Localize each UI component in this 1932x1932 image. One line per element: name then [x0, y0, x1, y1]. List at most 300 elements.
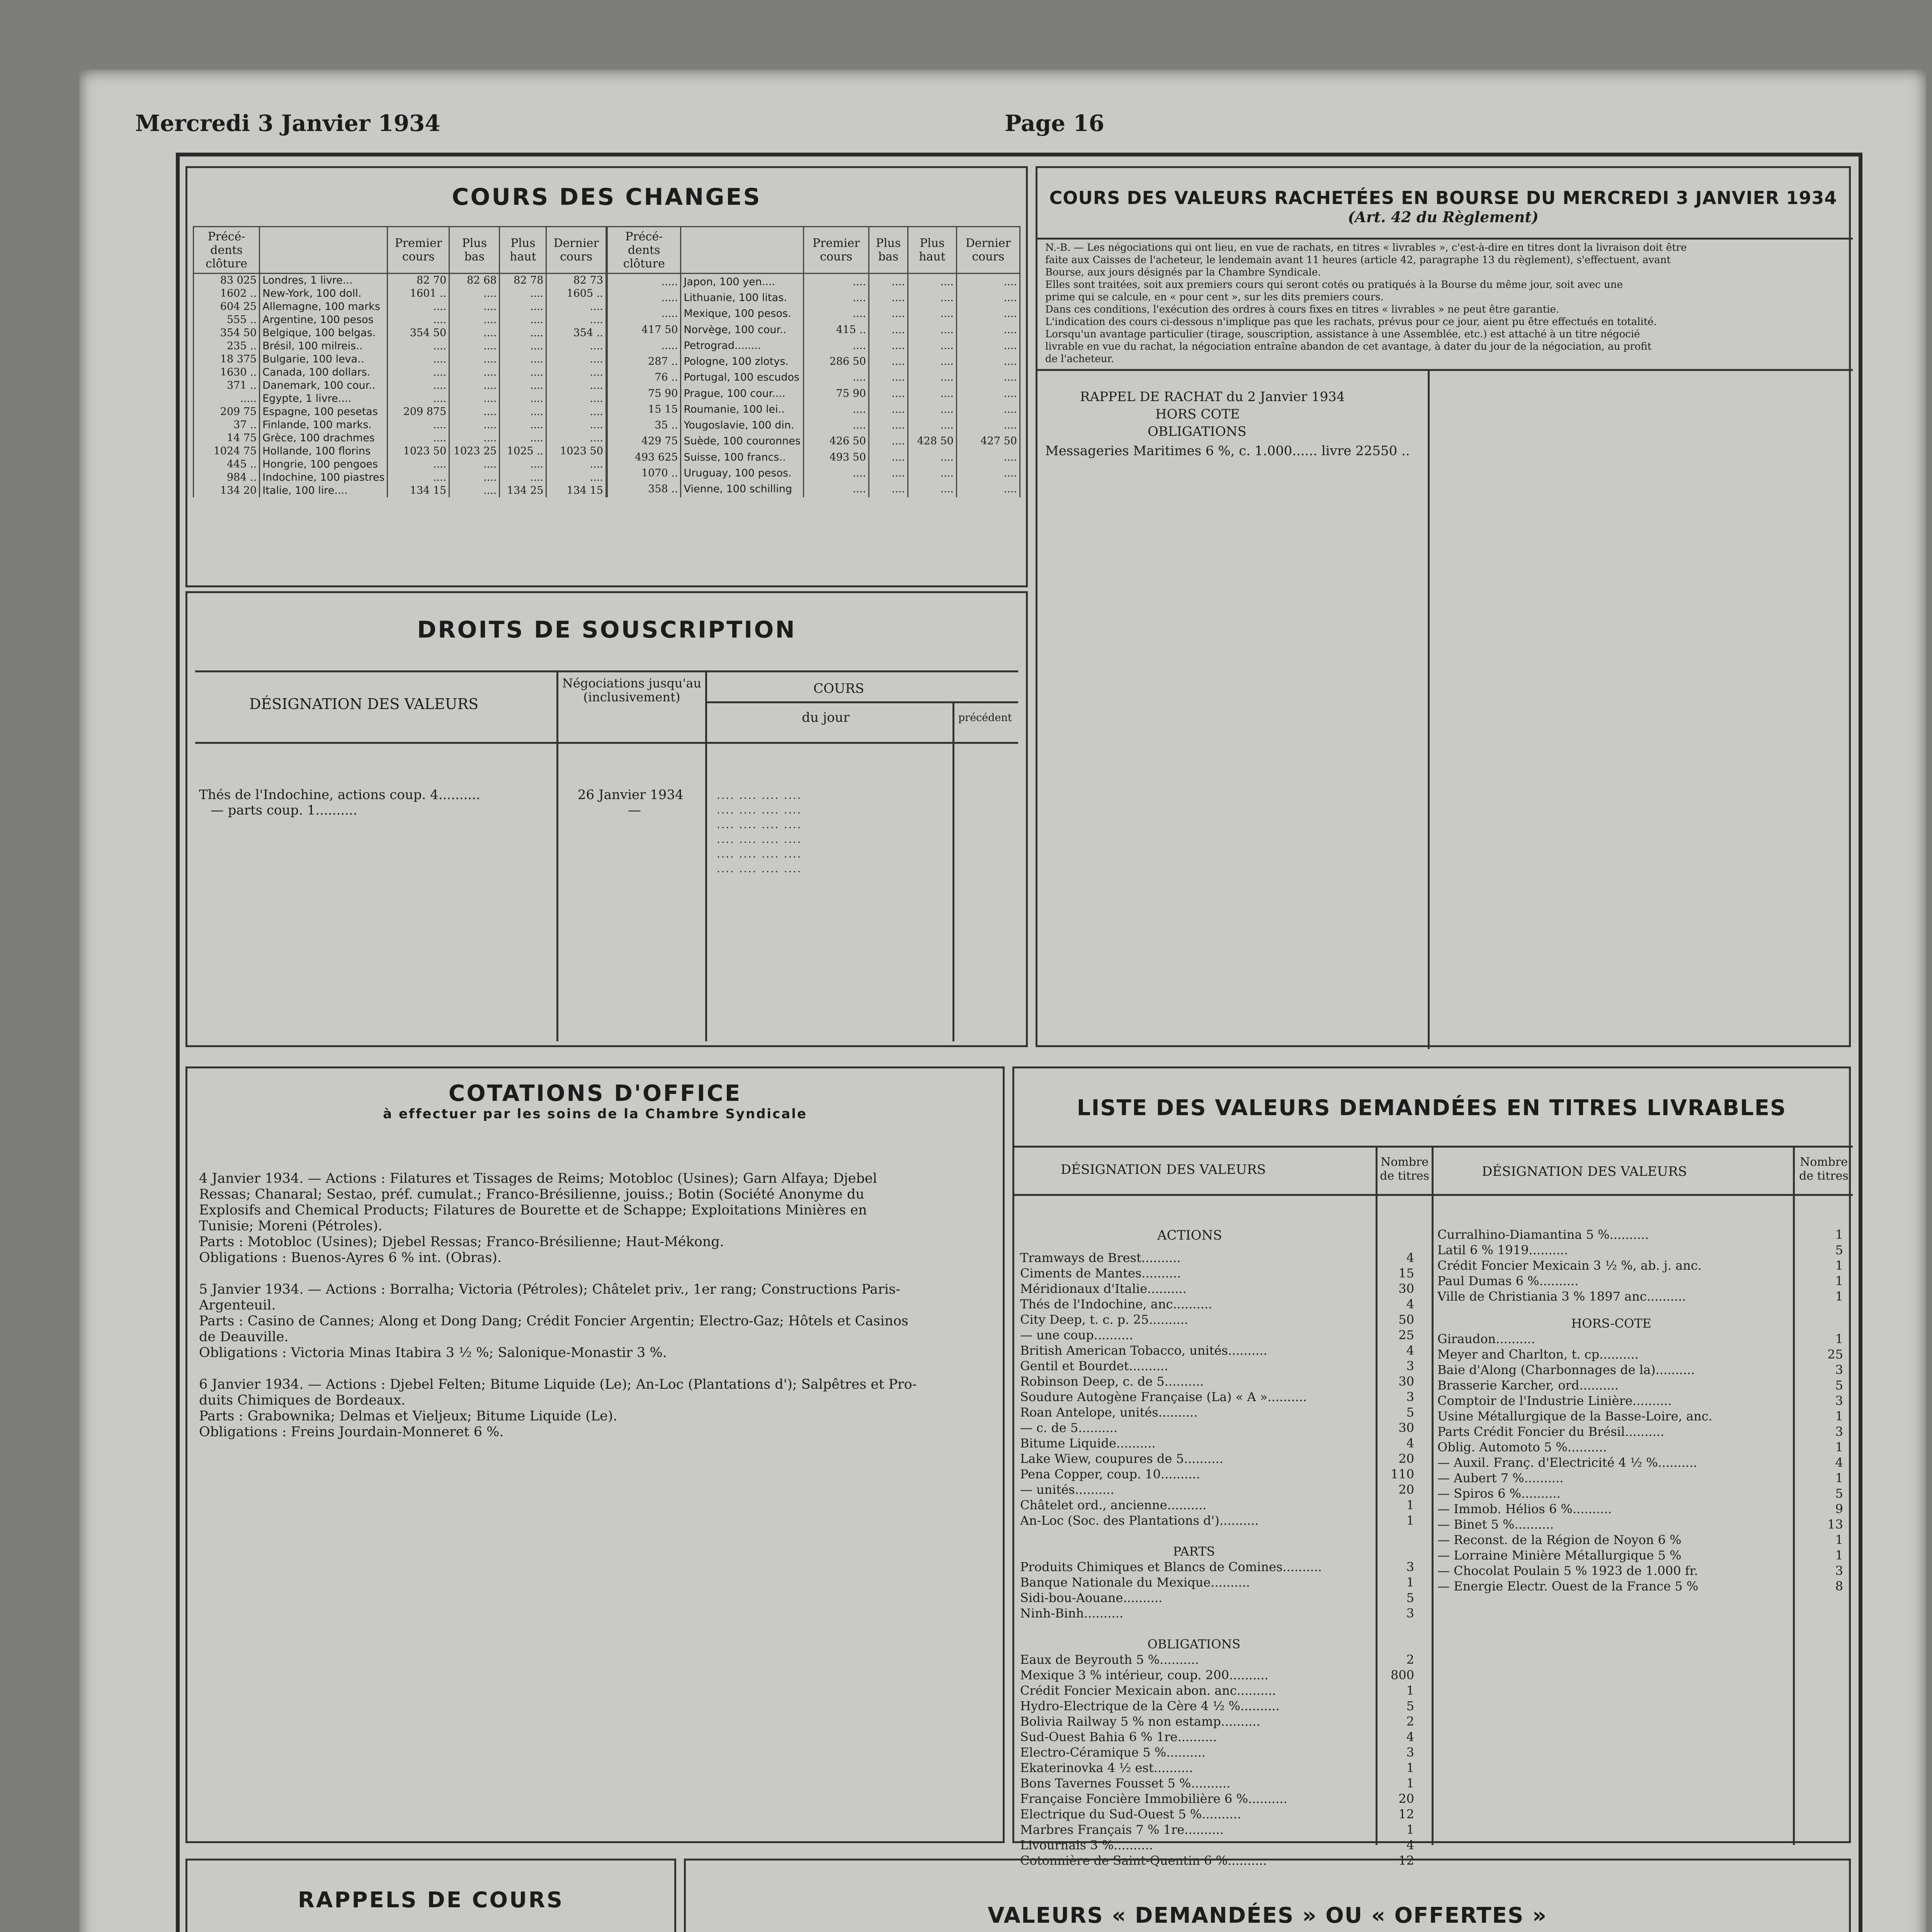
office-line: Obligations : Buenos-Ayres 6 % int. (Obras).: [199, 1250, 502, 1265]
changes-cell: Grèce, 100 drachmes: [260, 432, 388, 445]
changes-cell: ....: [956, 449, 1020, 465]
changes-right-header-2: Premier cours: [803, 227, 869, 274]
changes-cell: ....: [546, 313, 606, 327]
changes-cell: 134 15: [388, 484, 449, 497]
list-item-count: 1: [1835, 1440, 1843, 1454]
offertes-section: [684, 1859, 1851, 1932]
list-item-name: Ninh-Binh..........: [1020, 1606, 1123, 1621]
changes-cell: ....: [803, 370, 869, 386]
souscription-row-2: [211, 802, 357, 819]
list-item-count: 1: [1835, 1332, 1843, 1346]
table-row: [607, 306, 1020, 322]
changes-cell: 83 025: [194, 274, 260, 287]
list-item-count: 1: [1406, 1498, 1414, 1512]
changes-cell: 1602 ..: [194, 287, 260, 300]
changes-cell: ....: [449, 458, 500, 471]
changes-cell: ....: [500, 418, 546, 432]
changes-cell: 18 375: [194, 353, 260, 366]
office-line: duits Chimiques de Bordeaux.: [199, 1393, 406, 1408]
list-item-count: 3: [1406, 1606, 1414, 1621]
changes-cell: ....: [388, 300, 449, 313]
changes-cell: 445 ..: [194, 458, 260, 471]
changes-cell: 493 625: [607, 449, 681, 465]
list-item: [1020, 1389, 1428, 1405]
changes-cell: ....: [869, 434, 908, 449]
office-subtitle: à effectuer par les soins de la Chambre Syndicale: [383, 1106, 807, 1122]
changes-cell: 1025 ..: [500, 445, 546, 458]
office-line: Explosifs and Chemical Products; Filatures de Bourette et de Schappe; Exploitations Minières en: [199, 1202, 867, 1218]
list-item-count: 5: [1835, 1243, 1843, 1257]
table-row: [607, 370, 1020, 386]
list-item-count: 1: [1835, 1471, 1843, 1485]
list-item-name: Cotonnière de Saint-Quentin 6 %..........: [1020, 1853, 1267, 1868]
list-item-name: Latil 6 % 1919..........: [1437, 1243, 1568, 1257]
rachat-obligations: OBLIGATIONS: [1148, 424, 1247, 439]
changes-cell: Italie, 100 lire....: [260, 484, 388, 497]
list-item-name: Lake Wiew, coupures de 5..........: [1020, 1451, 1223, 1466]
table-row: [194, 471, 606, 484]
changes-cell: ....: [546, 418, 606, 432]
changes-cell: 358 ..: [607, 481, 681, 497]
list-item: [1020, 1497, 1428, 1513]
changes-cell: 1630 ..: [194, 366, 260, 379]
table-row: [194, 484, 606, 497]
changes-cell: ....: [449, 418, 500, 432]
souscription-col-designation: DÉSIGNATION DES VALEURS: [249, 696, 479, 713]
changes-cell: Hollande, 100 florins: [260, 445, 388, 458]
office-line: Tunisie; Moreni (Pétroles).: [199, 1218, 383, 1234]
changes-cell: ....: [500, 432, 546, 445]
changes-cell: ....: [449, 313, 500, 327]
list-item: [1020, 1312, 1428, 1327]
list-item-count: 4: [1406, 1343, 1414, 1358]
office-line: Argenteuil.: [199, 1298, 276, 1313]
list-item-name: Curralhino-Diamantina 5 %..........: [1437, 1227, 1649, 1242]
list-item: [1437, 1227, 1851, 1242]
list-item-name: — unités..........: [1020, 1482, 1114, 1497]
changes-cell: ....: [500, 287, 546, 300]
souscription-row-2-date: —: [628, 803, 641, 818]
list-item: [1437, 1578, 1851, 1594]
list-item-count: 1: [1406, 1822, 1414, 1837]
changes-cell: ....: [908, 386, 956, 401]
changes-cell: ....: [449, 484, 500, 497]
list-item-count: 8: [1835, 1579, 1843, 1594]
changes-right-header-0: Précé-dents clôture: [607, 227, 681, 274]
list-item: [1020, 1250, 1428, 1265]
list-item-count: 20: [1398, 1482, 1414, 1497]
changes-cell: 1601 ..: [388, 287, 449, 300]
changes-cell: 287 ..: [607, 354, 681, 370]
souscription-col-nego: Négociations jusqu'au (inclusivement): [562, 676, 701, 704]
changes-cell: Roumanie, 100 lei..: [681, 401, 803, 417]
changes-cell: ....: [956, 401, 1020, 417]
changes-cell: ....: [546, 458, 606, 471]
changes-cell: ....: [388, 392, 449, 405]
list-item-name: Ville de Christiania 3 % 1897 anc..........: [1437, 1289, 1686, 1304]
list-item-name: Ekaterinovka 4 ½ est..........: [1020, 1760, 1193, 1775]
changes-cell: ....: [546, 300, 606, 313]
list-item: [1020, 1281, 1428, 1296]
list-item-count: 1: [1406, 1683, 1414, 1698]
changes-cell: ....: [449, 300, 500, 313]
rachat-subtitle: (Art. 42 du Règlement): [1348, 208, 1539, 226]
changes-cell: ....: [869, 306, 908, 322]
changes-cell: ....: [803, 418, 869, 434]
table-row: [607, 386, 1020, 401]
list-item-count: 15: [1398, 1266, 1414, 1281]
changes-cell: 354 50: [194, 327, 260, 340]
changes-cell: ....: [908, 290, 956, 306]
list-item: [1437, 1258, 1851, 1273]
list-item-count: 110: [1390, 1467, 1414, 1481]
list-item: [1020, 1420, 1428, 1435]
list-item-count: 1: [1835, 1409, 1843, 1423]
list-item-name: — c. de 5..........: [1020, 1420, 1118, 1435]
list-item: [1020, 1837, 1428, 1853]
list-item-count: 20: [1398, 1451, 1414, 1466]
changes-cell: Mexique, 100 pesos.: [681, 306, 803, 322]
changes-cell: ....: [908, 370, 956, 386]
changes-cell: Norvège, 100 cour..: [681, 322, 803, 338]
list-item-name: Mexique 3 % intérieur, coup. 200..........: [1020, 1668, 1269, 1682]
changes-cell: 209 75: [194, 405, 260, 418]
table-row: [194, 274, 606, 287]
table-row: [607, 322, 1020, 338]
office-line: Obligations : Freins Jourdain-Monneret 6 %.: [199, 1424, 504, 1440]
list-item-name: Banque Nationale du Mexique..........: [1020, 1575, 1250, 1590]
changes-cell: ....: [500, 471, 546, 484]
list-item-name: Soudure Autogène Française (La) « A »..........: [1020, 1389, 1307, 1404]
changes-cell: ....: [449, 287, 500, 300]
office-line: de Deauville.: [199, 1329, 289, 1345]
table-row: [607, 449, 1020, 465]
rachat-title: COURS DES VALEURS RACHETÉES EN BOURSE DU MERCREDI 3 JANVIER 1934: [1049, 187, 1837, 208]
changes-cell: ....: [449, 366, 500, 379]
list-item-count: 5: [1835, 1486, 1843, 1501]
office-line: Parts : Motobloc (Usines); Djebel Ressas; Franco-Brésilienne; Haut-Mékong.: [199, 1234, 724, 1250]
list-item-name: Electro-Céramique 5 %..........: [1020, 1745, 1206, 1760]
changes-cell: ....: [803, 338, 869, 354]
changes-cell: ....: [956, 338, 1020, 354]
table-row: [194, 445, 606, 458]
changes-cell: 604 25: [194, 300, 260, 313]
list-item-name: — Reconst. de la Région de Noyon 6 %: [1437, 1532, 1682, 1547]
list-item-count: 3: [1835, 1424, 1843, 1439]
livrables-left-list: [1020, 1250, 1428, 1868]
list-item: [1020, 1760, 1428, 1776]
changes-cell: 82 78: [500, 274, 546, 287]
changes-cell: ....: [956, 290, 1020, 306]
table-row: [194, 327, 606, 340]
list-item-name: — Immob. Hélios 6 %..........: [1437, 1502, 1612, 1516]
changes-cell: 209 875: [388, 405, 449, 418]
changes-cell: ....: [908, 418, 956, 434]
changes-cell: 35 ..: [607, 418, 681, 434]
list-item: [1437, 1486, 1851, 1501]
list-item-name: City Deep, t. c. p. 25..........: [1020, 1312, 1188, 1327]
souscription-row-1-name: Thés de l'Indochine, actions coup. 4..........: [199, 787, 480, 803]
office-line: Ressas; Chanaral; Sestao, préf. cumulat.; Franco-Brésilienne, jouiss.; Botin (Société Anonyme du: [199, 1187, 864, 1202]
changes-cell: 429 75: [607, 434, 681, 449]
changes-cell: 76 ..: [607, 370, 681, 386]
list-item: [1020, 1605, 1428, 1621]
list-item-count: 4: [1406, 1297, 1414, 1311]
page-date: Mercredi 3 Janvier 1934: [135, 110, 440, 136]
office-title: COTATIONS D'OFFICE: [448, 1080, 742, 1106]
changes-cell: Pologne, 100 zlotys.: [681, 354, 803, 370]
changes-cell: ....: [388, 418, 449, 432]
list-item: [1020, 1683, 1428, 1698]
list-item-name: Robinson Deep, c. de 5..........: [1020, 1374, 1204, 1389]
list-item-name: — Lorraine Minière Métallurgique 5 %: [1437, 1548, 1682, 1563]
livrables-actions-label: ACTIONS: [1157, 1228, 1222, 1243]
list-item-name: Tramways de Brest..........: [1020, 1250, 1181, 1265]
list-item-count: 12: [1398, 1853, 1414, 1868]
list-item: [1437, 1517, 1851, 1532]
changes-cell: ....: [869, 418, 908, 434]
changes-cell: ....: [500, 405, 546, 418]
changes-cell: Japon, 100 yen....: [681, 274, 803, 290]
changes-cell: Yougoslavie, 100 din.: [681, 418, 803, 434]
table-row: [194, 432, 606, 445]
list-item-count: 25: [1827, 1347, 1843, 1362]
list-item-count: 5: [1406, 1590, 1414, 1605]
table-row: [194, 340, 606, 353]
changes-cell: ....: [869, 370, 908, 386]
list-item-count: 4: [1406, 1436, 1414, 1451]
list-item: [1020, 1343, 1428, 1358]
rachat-note: [1045, 242, 1845, 365]
list-item-name: Sidi-bou-Aouane..........: [1020, 1590, 1163, 1605]
table-row: [194, 418, 606, 432]
table-row: [194, 405, 606, 418]
list-item: [1020, 1466, 1428, 1482]
changes-cell: 354 ..: [546, 327, 606, 340]
table-row: [607, 481, 1020, 497]
list-item: [1020, 1327, 1428, 1343]
table-row: [607, 274, 1020, 290]
changes-cell: ....: [546, 340, 606, 353]
souscription-col-jour: du jour: [802, 710, 850, 725]
list-item-name: Pena Copper, coup. 10..........: [1020, 1467, 1200, 1481]
page-number: Page 16: [1005, 110, 1104, 136]
list-item: [1437, 1362, 1851, 1378]
changes-cell: ....: [546, 471, 606, 484]
list-item: [1437, 1455, 1851, 1470]
list-item-count: 50: [1398, 1312, 1414, 1327]
souscription-col-prec: précédent: [958, 712, 1012, 724]
changes-cell: ....: [546, 366, 606, 379]
livrables-col-designation-right: DÉSIGNATION DES VALEURS: [1482, 1164, 1687, 1179]
changes-cell: ....: [803, 481, 869, 497]
changes-cell: 1024 75: [194, 445, 260, 458]
changes-cell: ....: [908, 274, 956, 290]
changes-cell: ....: [908, 322, 956, 338]
changes-cell: ....: [803, 401, 869, 417]
list-item: [1437, 1470, 1851, 1486]
changes-cell: Uruguay, 100 pesos.: [681, 465, 803, 481]
changes-cell: 134 20: [194, 484, 260, 497]
livrables-parts-label: PARTS: [1173, 1544, 1215, 1559]
list-item-name: — Spiros 6 %..........: [1437, 1486, 1561, 1501]
list-item-count: 30: [1398, 1374, 1414, 1389]
list-item: [1437, 1408, 1851, 1424]
changes-cell: .....: [607, 274, 681, 290]
changes-cell: ....: [956, 386, 1020, 401]
changes-cell: ....: [869, 354, 908, 370]
list-item: [1020, 1822, 1428, 1837]
changes-cell: ....: [388, 471, 449, 484]
changes-cell: 417 50: [607, 322, 681, 338]
changes-cell: .....: [194, 392, 260, 405]
changes-cell: ....: [908, 481, 956, 497]
changes-cell: 428 50: [908, 434, 956, 449]
table-row: [607, 290, 1020, 306]
changes-section: [185, 166, 1028, 587]
changes-cell: ....: [500, 340, 546, 353]
list-item-name: Parts Crédit Foncier du Brésil..........: [1437, 1424, 1664, 1439]
changes-cell: .....: [607, 290, 681, 306]
list-item-name: — Chocolat Poulain 5 % 1923 de 1.000 fr.: [1437, 1563, 1698, 1578]
list-item: [1020, 1575, 1428, 1590]
changes-cell: Allemagne, 100 marks: [260, 300, 388, 313]
changes-cell: ....: [500, 300, 546, 313]
rachat-note-line: Lorsqu'un avantage particulier (tirage, souscription, assistance à une Assemblée, etc.) est attaché à un titre négocié: [1045, 328, 1640, 340]
changes-cell: ....: [956, 354, 1020, 370]
livrables-col-nombre-right: Nombre de titres: [1799, 1155, 1849, 1183]
changes-cell: Brésil, 100 milreis..: [260, 340, 388, 353]
list-item: [1437, 1273, 1851, 1289]
changes-table-left: [193, 226, 607, 497]
office-line: 4 Janvier 1934. — Actions : Filatures et Tissages de Reims; Motobloc (Usines); Garn Alfaya; Djebel: [199, 1171, 877, 1186]
changes-cell: Bulgarie, 100 leva..: [260, 353, 388, 366]
changes-cell: 14 75: [194, 432, 260, 445]
changes-cell: ....: [388, 379, 449, 392]
offertes-title: VALEURS « DEMANDÉES » OU « OFFERTES »: [988, 1903, 1547, 1928]
changes-cell: ....: [449, 471, 500, 484]
changes-cell: 75 90: [803, 386, 869, 401]
changes-cell: Suisse, 100 francs..: [681, 449, 803, 465]
changes-cell: ....: [869, 449, 908, 465]
changes-cell: 1605 ..: [546, 287, 606, 300]
livrables-col-nombre-left: Nombre de titres: [1380, 1155, 1429, 1183]
list-item-name: Bitume Liquide..........: [1020, 1436, 1156, 1451]
changes-cell: ....: [500, 458, 546, 471]
changes-cell: ....: [449, 379, 500, 392]
changes-cell: 134 25: [500, 484, 546, 497]
changes-right-header-1: [681, 227, 803, 274]
list-item: [1020, 1745, 1428, 1760]
list-item-count: 1: [1406, 1575, 1414, 1590]
rachat-note-line: faite aux Caisses de l'acheteur, le lendemain avant 11 heures (article 42, paragraphe 13 du règlement), s'effectuent, avant: [1045, 254, 1671, 266]
changes-left-header-0: Précé-dents clôture: [194, 227, 260, 274]
rachat-note-line: Dans ces conditions, l'exécution des ordres à cours fixes en titres « livrables » ne peut être garantie.: [1045, 304, 1559, 315]
changes-cell: ....: [388, 353, 449, 366]
changes-cell: 984 ..: [194, 471, 260, 484]
changes-cell: 286 50: [803, 354, 869, 370]
list-item: [1020, 1667, 1428, 1683]
changes-cell: ....: [956, 418, 1020, 434]
changes-cell: 15 15: [607, 401, 681, 417]
changes-cell: ....: [869, 481, 908, 497]
changes-cell: ....: [908, 449, 956, 465]
changes-right-header-3: Plus bas: [869, 227, 908, 274]
list-item-name: Bons Tavernes Fousset 5 %..........: [1020, 1776, 1231, 1791]
changes-cell: 371 ..: [194, 379, 260, 392]
changes-cell: ....: [449, 432, 500, 445]
table-row: [194, 379, 606, 392]
changes-cell: New-York, 100 doll.: [260, 287, 388, 300]
list-item-name: Comptoir de l'Industrie Linière..........: [1437, 1393, 1672, 1408]
changes-cell: ....: [546, 405, 606, 418]
list-item-name: Giraudon..........: [1437, 1332, 1535, 1346]
changes-cell: 555 ..: [194, 313, 260, 327]
livrables-col-designation-left: DÉSIGNATION DES VALEURS: [1061, 1162, 1266, 1177]
changes-cell: ....: [869, 386, 908, 401]
list-item-name: Thés de l'Indochine, anc..........: [1020, 1297, 1213, 1311]
rachat-note-line: Elles sont traitées, soit aux premiers cours qui seront cotés ou pratiqués à la Bourse du même jour, soit avec une: [1045, 279, 1623, 291]
changes-cell: Hongrie, 100 pengoes: [260, 458, 388, 471]
changes-cell: Indochine, 100 piastres: [260, 471, 388, 484]
list-item-count: 5: [1835, 1378, 1843, 1393]
list-item-count: 3: [1835, 1563, 1843, 1578]
changes-cell: 134 15: [546, 484, 606, 497]
livrables-oblig-label: OBLIGATIONS: [1147, 1637, 1241, 1651]
livrables-hors-cote-label: HORS-COTE: [1571, 1316, 1651, 1331]
list-item-name: Oblig. Automoto 5 %..........: [1437, 1440, 1607, 1454]
changes-cell: 415 ..: [803, 322, 869, 338]
changes-cell: ....: [956, 465, 1020, 481]
table-row: [607, 401, 1020, 417]
changes-cell: Portugal, 100 escudos: [681, 370, 803, 386]
list-item: [1437, 1501, 1851, 1517]
changes-right-header-4: Plus haut: [908, 227, 956, 274]
list-item: [1020, 1559, 1428, 1575]
list-item-name: Baie d'Along (Charbonnages de la)..........: [1437, 1362, 1695, 1377]
list-item-name: Française Foncière Immobilière 6 %..........: [1020, 1791, 1287, 1806]
list-item-count: 20: [1398, 1791, 1414, 1806]
changes-cell: 82 68: [449, 274, 500, 287]
list-item-name: Bolivia Railway 5 % non estamp..........: [1020, 1714, 1260, 1729]
list-item-count: 1: [1406, 1760, 1414, 1775]
table-row: [607, 434, 1020, 449]
list-item: [1020, 1714, 1428, 1729]
changes-cell: ....: [869, 274, 908, 290]
changes-cell: ....: [500, 379, 546, 392]
list-item-count: 3: [1835, 1362, 1843, 1377]
changes-cell: ....: [449, 327, 500, 340]
changes-cell: Espagne, 100 pesetas: [260, 405, 388, 418]
changes-cell: ....: [449, 405, 500, 418]
changes-cell: ....: [449, 392, 500, 405]
changes-cell: .....: [607, 338, 681, 354]
changes-cell: ....: [869, 465, 908, 481]
list-item-count: 9: [1835, 1502, 1843, 1516]
changes-cell: ....: [956, 481, 1020, 497]
table-row: [194, 313, 606, 327]
rachat-note-line: L'indication des cours ci-dessous n'implique pas que les rachats, prévus pour ce jour, aient pu être effectués en totalité.: [1045, 316, 1657, 328]
changes-cell: ....: [803, 274, 869, 290]
table-row: [607, 338, 1020, 354]
list-item-name: Usine Métallurgique de la Basse-Loire, anc.: [1437, 1409, 1713, 1423]
changes-cell: ....: [908, 338, 956, 354]
office-section: [185, 1066, 1005, 1843]
list-item: [1020, 1296, 1428, 1312]
list-item: [1020, 1374, 1428, 1389]
changes-cell: Vienne, 100 schilling: [681, 481, 803, 497]
changes-cell: ....: [449, 340, 500, 353]
